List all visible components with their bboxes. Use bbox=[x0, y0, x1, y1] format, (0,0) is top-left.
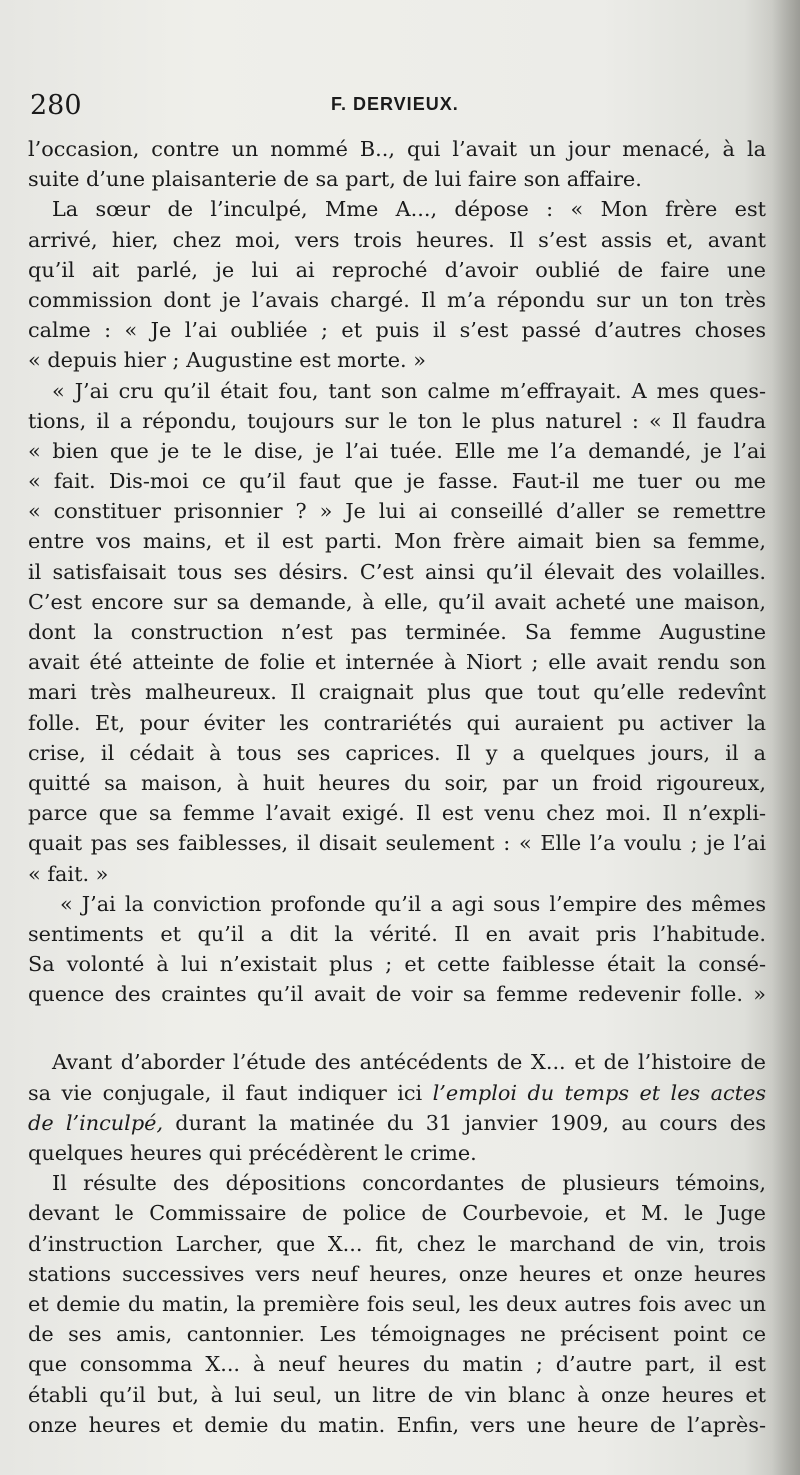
text-line: dont la construction n’est pas terminée. Sa femme Augustine bbox=[28, 620, 766, 644]
page-header bbox=[30, 86, 780, 126]
text-line: « constituer prisonnier ? » Je lui ai conseillé d’aller se remettre bbox=[28, 499, 766, 524]
text-line: La sœur de l’inculpé, Mme A..., dépose : « Mon frère est bbox=[52, 197, 766, 222]
text-line: tions, il a répondu, toujours sur le ton le plus naturel : « Il faudra bbox=[28, 408, 766, 433]
running-head: F. DERVIEUX. bbox=[331, 94, 459, 114]
text-line: qu’il ait parlé, je lui ai reproché d’avoir oublié de faire une bbox=[28, 257, 766, 282]
text-line: Avant d’aborder l’étude des antécédents de X... et de l’histoire de bbox=[52, 1050, 766, 1075]
text-line: établi qu’il but, à lui seul, un litre de vin blanc à onze heures et bbox=[28, 1382, 766, 1407]
text-line: quitté sa maison, à huit heures du soir, par un froid rigoureux, bbox=[28, 770, 766, 795]
text-line: folle. Et, pour éviter les contrariétés qui auraient pu activer la bbox=[28, 710, 766, 735]
text-line: stations successives vers neuf heures, onze heures et onze heures bbox=[28, 1261, 766, 1286]
page-number: 280 bbox=[30, 90, 82, 121]
text-line: quence des craintes qu’il avait de voir sa femme redevenir folle. » bbox=[28, 982, 766, 1007]
text-line: quelques heures qui précédèrent le crime. bbox=[28, 1141, 477, 1165]
text-line: « bien que je te le dise, je l’ai tuée. Elle me l’a demandé, je l’ai bbox=[28, 438, 766, 463]
text-line: arrivé, hier, chez moi, vers trois heures. Il s’est assis et, avant bbox=[28, 227, 766, 252]
text-line: que consomma X... à neuf heures du matin ; d’autre part, il est bbox=[28, 1352, 766, 1377]
text-line: « fait. » bbox=[28, 861, 109, 886]
text-line: l’occasion, contre un nommé B.., qui l’avait un jour menacé, à la bbox=[28, 137, 766, 161]
text-line: Il résulte des dépositions concordantes de plusieurs témoins, bbox=[52, 1171, 766, 1196]
text-line: quait pas ses faiblesses, il disait seulement : « Elle l’a voulu ; je l’ai bbox=[28, 831, 766, 856]
text-line: onze heures et demie du matin. Enfin, vers une heure de l’après- bbox=[28, 1412, 766, 1437]
text-span: durant la matinée du 31 janvier 1909, au cours des bbox=[175, 1110, 766, 1135]
text-line: d’instruction Larcher, que X... fit, chez le marchand de vin, trois bbox=[28, 1231, 766, 1256]
body-text bbox=[28, 134, 766, 1440]
text-line: il satisfaisait tous ses désirs. C’est ainsi qu’il élevait des volailles. bbox=[28, 559, 766, 584]
italic-phrase: de l’inculpé, bbox=[28, 1110, 164, 1135]
text-line-mixed bbox=[28, 1078, 766, 1108]
text-line: devant le Commissaire de police de Courbevoie, et M. le Juge bbox=[28, 1201, 766, 1226]
text-line: et demie du matin, la première fois seul, les deux autres fois avec un bbox=[28, 1291, 766, 1316]
text-line: crise, il cédait à tous ses caprices. Il y a quelques jours, il a bbox=[28, 740, 766, 765]
text-line: Sa volonté à lui n’existait plus ; et cette faiblesse était la consé- bbox=[28, 952, 766, 977]
text-line: mari très malheureux. Il craignait plus que tout qu’elle redevînt bbox=[28, 680, 766, 705]
text-line: « J’ai la conviction profonde qu’il a agi sous l’empire des mêmes bbox=[60, 891, 766, 916]
paragraph-gap bbox=[28, 1009, 766, 1047]
italic-phrase: l’emploi du temps et les actes bbox=[432, 1080, 766, 1105]
page-edge-shadow bbox=[772, 0, 800, 1475]
text-line: avait été atteinte de folie et internée à Niort ; elle avait rendu son bbox=[28, 650, 766, 675]
text-span: sa vie conjugale, il faut indiquer ici bbox=[28, 1080, 423, 1105]
text-line-mixed bbox=[28, 1108, 766, 1138]
text-line: « depuis hier ; Augustine est morte. » bbox=[28, 348, 426, 373]
text-line: C’est encore sur sa demande, à elle, qu’il avait acheté une maison, bbox=[28, 589, 766, 614]
text-line: sentiments et qu’il a dit la vérité. Il en avait pris l’habitude. bbox=[28, 921, 766, 946]
text-line: de ses amis, cantonnier. Les témoignages ne précisent point ce bbox=[28, 1322, 766, 1347]
text-line: calme : « Je l’ai oubliée ; et puis il s’est passé d’autres choses bbox=[28, 318, 766, 343]
text-line: entre vos mains, et il est parti. Mon frère aimait bien sa femme, bbox=[28, 529, 766, 554]
text-line: suite d’une plaisanterie de sa part, de lui faire son affaire. bbox=[28, 167, 642, 192]
text-line: « fait. Dis-moi ce qu’il faut que je fasse. Faut-il me tuer ou me bbox=[28, 469, 766, 494]
text-line: commission dont je l’avais chargé. Il m’a répondu sur un ton très bbox=[28, 287, 766, 312]
text-line: parce que sa femme l’avait exigé. Il est venu chez moi. Il n’expli- bbox=[28, 801, 766, 826]
text-line: « J’ai cru qu’il était fou, tant son calme m’effrayait. A mes ques- bbox=[52, 378, 766, 403]
